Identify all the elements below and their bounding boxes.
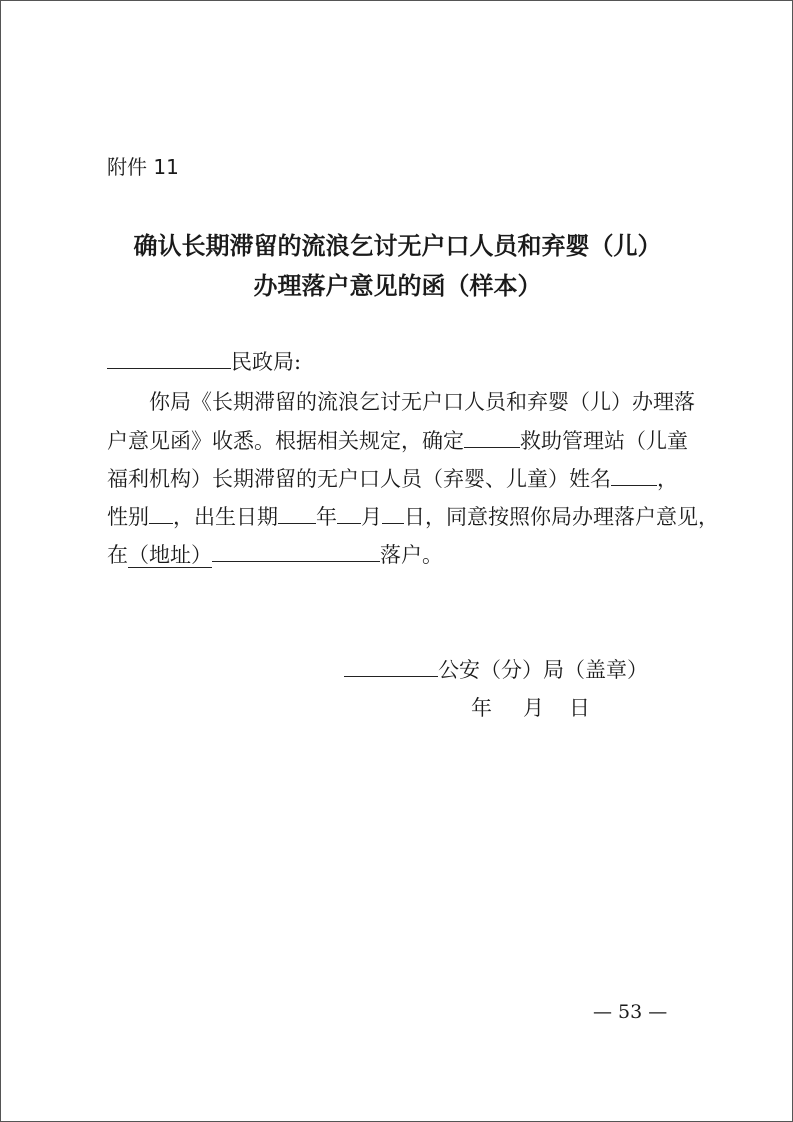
gender-blank	[149, 505, 173, 524]
address-label: （地址）	[128, 543, 212, 567]
station-blank	[464, 429, 520, 448]
recipient-blank	[107, 350, 231, 369]
name-blank	[611, 467, 657, 486]
signature-org: 公安（分）局（盖章）	[438, 658, 648, 682]
birthdate-label: ，出生日期	[173, 505, 278, 529]
year-blank	[278, 505, 316, 524]
signature-month: 月	[523, 696, 544, 720]
attachment-label: 附件 11	[107, 155, 179, 179]
signature-day: 日	[569, 696, 590, 720]
day-blank	[382, 505, 404, 524]
month-label: 月	[361, 505, 382, 529]
police-bureau-blank	[344, 658, 438, 677]
body-text-5b: 落户。	[380, 543, 443, 567]
title-line-2: 办理落户意见的函（样本）	[253, 272, 542, 300]
salutation-line	[107, 346, 301, 376]
body-text-1: 你局《长期滞留的流浪乞讨无户口人员和弃婴（儿）办理落	[149, 390, 695, 414]
body-line-5	[107, 539, 443, 569]
signature-year: 年	[471, 696, 492, 720]
body-text-3a: 福利机构）长期滞留的无户口人员（弃婴、儿童）姓名	[107, 467, 611, 491]
month-blank	[337, 505, 361, 524]
signature-line	[344, 654, 648, 684]
title-line-1: 确认长期滞留的流浪乞讨无户口人员和弃婴（儿）	[133, 232, 662, 260]
body-text-2a: 户意见函》收悉。根据相关规定，确定	[107, 429, 464, 453]
body-line-3	[107, 463, 678, 493]
body-line-4	[107, 501, 719, 531]
page-number: — 53 —	[593, 1001, 668, 1023]
body-line-1	[149, 386, 695, 416]
body-text-4e: 日，同意按照你局办理落户意见，	[404, 505, 719, 529]
gender-label: 性别	[107, 505, 149, 529]
address-blank	[212, 543, 380, 562]
body-text-3b: ，	[657, 467, 678, 491]
salutation-text: 民政局:	[231, 350, 302, 374]
body-text-5a: 在	[107, 543, 128, 567]
body-line-2	[107, 425, 688, 455]
body-text-2b: 救助管理站（儿童	[520, 429, 688, 453]
year-label: 年	[316, 505, 337, 529]
